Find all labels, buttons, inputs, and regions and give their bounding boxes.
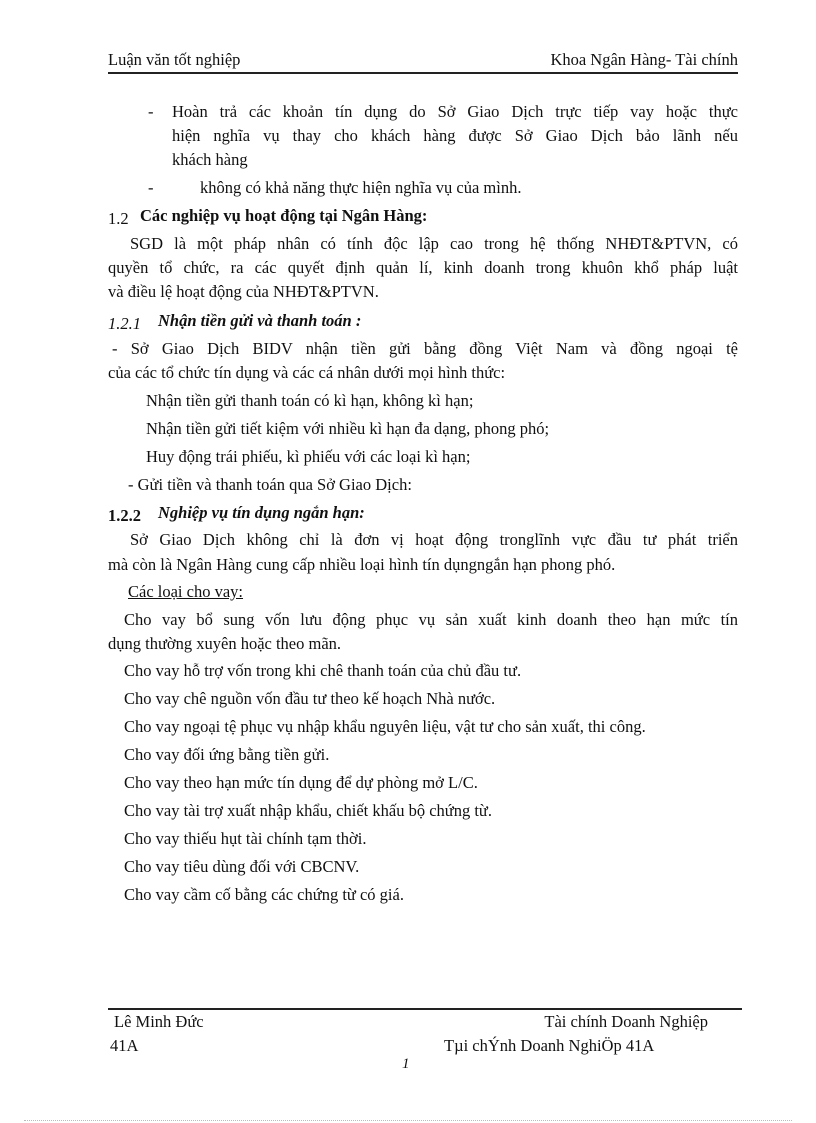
loan-item: Cho vay chê nguồn vốn đầu tư theo kế hoạch Nhà nước. [124, 689, 496, 708]
bullet-1-line-2: hiện nghĩa vụ thay cho khách hàng được Sở Giao Dịch bảo lãnh nếu [172, 126, 738, 145]
section-1-2-1-intro-line-1: - Sở Giao Dịch BIDV nhận tiền gửi bằng đồng Việt Nam và đồng ngoại tệ [112, 339, 738, 358]
section-1-2-title: Các nghiệp vụ hoạt động tại Ngân Hàng: [140, 206, 428, 225]
loan-item: Cho vay tài trợ xuất nhập khẩu, chiết khấu bộ chứng từ. [124, 801, 492, 820]
section-1-2-1-intro-line-2: của các tổ chức tín dụng và các cá nhân dưới mọi hình thức: [108, 363, 506, 382]
loan-item: Cho vay đối ứng bằng tiền gửi. [124, 745, 330, 764]
section-1-2-para-line-2: quyền tổ chức, ra các quyết định quản lí, kinh doanh trong khuôn khổ pháp luật [108, 258, 738, 277]
section-1-2-2-number: 1.2.2 [108, 506, 141, 525]
loan-item: Cho vay thiếu hụt tài chính tạm thời. [124, 829, 367, 848]
section-1-2-2-para-line-1: Sở Giao Dịch không chỉ là đơn vị hoạt động tronglĩnh vực đầu tư phát triển [130, 530, 738, 549]
loan-item: Cho vay tiêu dùng đối với CBCNV. [124, 857, 360, 876]
page-number: 1 [402, 1056, 410, 1072]
page-bottom-edge [24, 1120, 792, 1121]
bullet-1-line-1: Hoàn trả các khoản tín dụng do Sở Giao Dịch trực tiếp vay hoặc thực [172, 102, 738, 121]
bullet-dash-1: - [148, 102, 154, 121]
section-1-2-1-last: - Gửi tiền và thanh toán qua Sở Giao Dịch: [128, 475, 412, 494]
header-rule [108, 72, 738, 74]
header-left: Luận văn tốt nghiệp [108, 50, 241, 69]
footer-dept-line-1: Tài chính Doanh Nghiệp [544, 1012, 708, 1031]
section-1-2-number: 1.2 [108, 209, 129, 228]
section-1-2-1-number: 1.2.1 [108, 314, 141, 333]
footer-rule [108, 1008, 742, 1010]
section-1-2-1-title: Nhận tiền gửi và thanh toán : [158, 311, 362, 330]
loan-item-1-line-1: Cho vay bổ sung vốn lưu động phục vụ sản xuất kinh doanh theo hạn mức tín [124, 610, 738, 629]
section-1-2-para-line-1: SGD là một pháp nhân có tính độc lập cao trong hệ thống NHĐT&PTVN, có [130, 234, 738, 253]
bullet-1-line-3: khách hàng [172, 150, 248, 169]
loan-item: Cho vay hỗ trợ vốn trong khi chê thanh toán của chủ đầu tư. [124, 661, 522, 680]
loan-item: Cho vay cầm cố bằng các chứng từ có giá. [124, 885, 404, 904]
footer-class-left: 41A [110, 1036, 139, 1055]
footer-author: Lê Minh Đức [114, 1012, 204, 1031]
loan-types-subheading: Các loại cho vay: [128, 582, 244, 601]
loan-item-1-line-2: dụng thường xuyên hoặc theo mãn. [108, 634, 342, 653]
header-right: Khoa Ngân Hàng- Tài chính [550, 50, 738, 69]
loan-item: Cho vay theo hạn mức tín dụng để dự phòng mở L/C. [124, 773, 478, 792]
section-1-2-2-title: Nghiệp vụ tín dụng ngắn hạn: [158, 503, 365, 522]
section-1-2-para-line-3: và điều lệ hoạt động của NHĐT&PTVN. [108, 282, 379, 301]
deposit-item-1: Nhận tiền gửi thanh toán có kì hạn, không kì hạn; [146, 391, 474, 410]
bullet-2-line-1: không có khả năng thực hiện nghĩa vụ của mình. [200, 178, 522, 197]
loan-item: Cho vay ngoại tệ phục vụ nhập khẩu nguyên liệu, vật tư cho sản xuất, thi công. [124, 717, 646, 736]
deposit-item-2: Nhận tiền gửi tiết kiệm với nhiều kì hạn đa dạng, phong phó; [146, 419, 550, 438]
bullet-dash-2: - [148, 178, 154, 197]
deposit-item-3: Huy động trái phiếu, kì phiếu với các loại kì hạn; [146, 447, 471, 466]
section-1-2-2-para-line-2: mà còn là Ngân Hàng cung cấp nhiều loại hình tín dụngngắn hạn phong phó. [108, 555, 616, 574]
footer-dept-line-2: Tµi chÝnh Doanh NghiÖp 41A [444, 1036, 655, 1055]
